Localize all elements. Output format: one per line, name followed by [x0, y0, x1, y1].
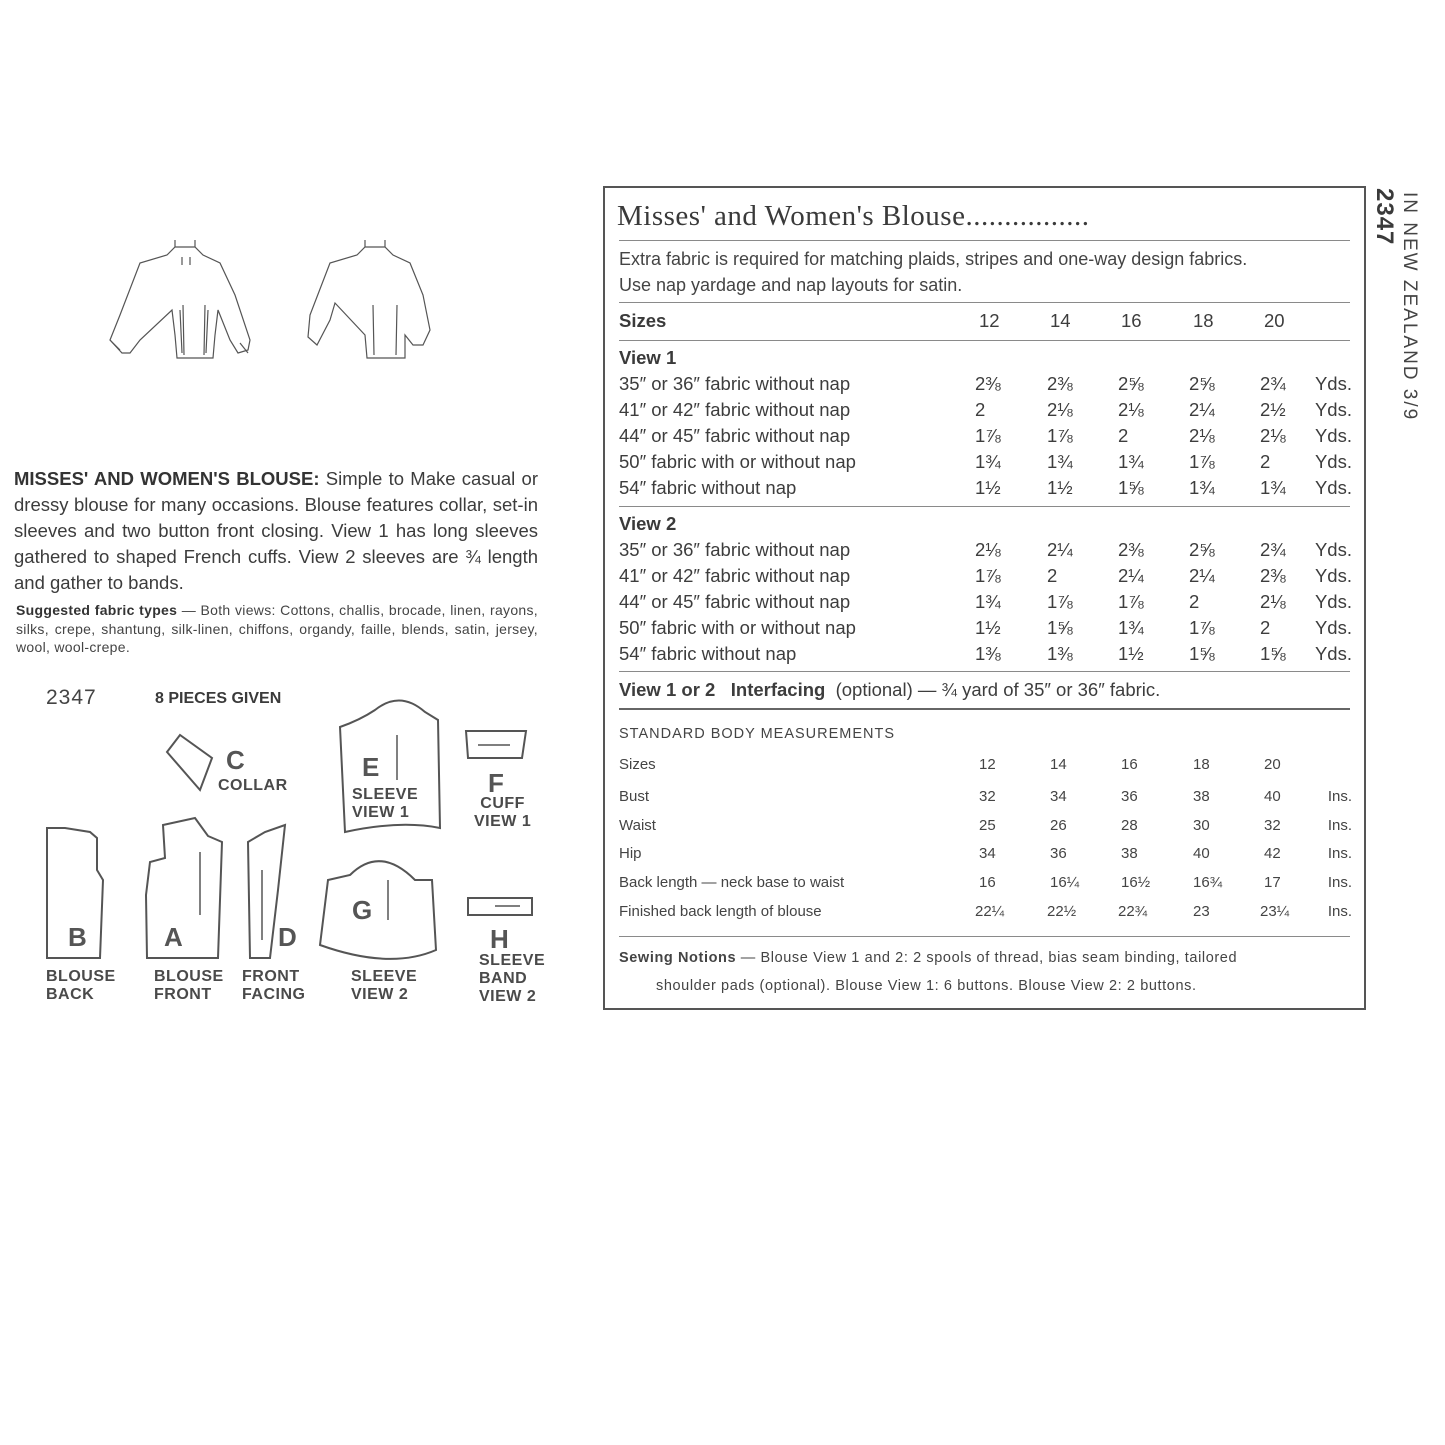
yardage-value: 1½	[975, 617, 1001, 638]
piece-label-line: FRONT	[242, 968, 300, 985]
divider	[619, 936, 1350, 937]
sizes-header-row	[619, 310, 1352, 336]
unit-label: Ins.	[1327, 874, 1352, 891]
measurement-label: Finished back length of blouse	[619, 903, 822, 920]
measurement-label: Waist	[619, 817, 656, 834]
fabric-types-heading: Suggested fabric types	[16, 602, 178, 618]
unit-label: Yds.	[1314, 373, 1352, 394]
yardage-row	[619, 399, 1352, 425]
yardage-value: 2⅝	[1189, 539, 1215, 560]
chart-title-dots: ................	[965, 200, 1090, 232]
piece-label-sleeve-view2	[351, 968, 417, 1004]
piece-letter-g: G	[352, 895, 373, 925]
measurement-value: 26	[1050, 817, 1067, 834]
yardage-value: 2⅝	[1189, 373, 1215, 394]
measurement-value: 30	[1193, 817, 1210, 834]
size-col: 16	[1121, 310, 1142, 331]
size-col: 18	[1193, 756, 1210, 773]
yardage-value: 2¾	[1260, 373, 1286, 394]
unit-label: Yds.	[1314, 539, 1352, 560]
measurement-value: 38	[1121, 845, 1138, 862]
blouse-back-view2-illustration	[305, 235, 435, 365]
unit-label: Ins.	[1327, 903, 1352, 920]
piece-letter-e: E	[362, 752, 380, 782]
piece-label-line: BLOUSE	[46, 968, 116, 985]
unit-label: Ins.	[1327, 788, 1352, 805]
measurement-value: 17	[1264, 874, 1281, 891]
unit-label: Yds.	[1314, 643, 1352, 664]
pattern-description	[14, 466, 538, 596]
yardage-value: 1⅞	[1189, 617, 1215, 638]
fabric-width-label: 50″ fabric with or without nap	[619, 451, 856, 472]
size-col: 14	[1050, 756, 1067, 773]
size-col: 12	[979, 756, 996, 773]
piece-label-line: VIEW 1	[352, 804, 410, 821]
piece-letter-c: C	[226, 745, 245, 775]
sewing-notions-line-2: shoulder pads (optional). Blouse View 1: 6 buttons. Blouse View 2: 2 buttons.	[656, 978, 1197, 994]
yardage-value: 1⅝	[1118, 477, 1144, 498]
yardage-value: 1¾	[1189, 477, 1215, 498]
yardage-value: 2¼	[1189, 565, 1215, 586]
yardage-value: 1⅜	[975, 643, 1001, 664]
piece-label-line: BAND	[479, 970, 528, 987]
yardage-value: 1⅞	[1189, 451, 1215, 472]
measurement-value: 22½	[1047, 903, 1077, 920]
piece-label-line: FACING	[242, 986, 306, 1003]
interfacing-detail: (optional) — ¾ yard of 35″ or 36″ fabric.	[835, 679, 1161, 700]
measurement-row	[619, 788, 1352, 814]
sewing-notions-line-1	[619, 950, 1237, 966]
yardage-value: 2⅛	[1047, 399, 1073, 420]
yardage-value: 1¾	[1047, 451, 1073, 472]
chart-title	[617, 200, 1089, 233]
sizes-label: Sizes	[619, 756, 656, 773]
yardage-value: 1¾	[1118, 451, 1144, 472]
yardage-row	[619, 643, 1352, 669]
measurement-value: 42	[1264, 845, 1281, 862]
measurement-value: 32	[979, 788, 996, 805]
yardage-value: 2⅜	[1118, 539, 1144, 560]
piece-label-line: VIEW 2	[479, 988, 537, 1005]
measurement-value: 36	[1050, 845, 1067, 862]
yardage-value: 1¾	[975, 591, 1001, 612]
yardage-value: 2	[1189, 591, 1200, 612]
yardage-value: 2⅜	[1047, 373, 1073, 394]
view2-label: View 2	[619, 513, 677, 534]
view1-header	[619, 347, 1352, 373]
yardage-row	[619, 617, 1352, 643]
measurement-value: 16½	[1121, 874, 1151, 891]
measurement-value: 16¾	[1193, 874, 1223, 891]
fabric-width-label: 41″ or 42″ fabric without nap	[619, 565, 851, 586]
piece-label-line: BACK	[46, 986, 95, 1003]
yardage-row	[619, 477, 1352, 503]
piece-letter-f: F	[488, 768, 504, 798]
fabric-width-label: 50″ fabric with or without nap	[619, 617, 856, 638]
yardage-value: 2	[975, 399, 986, 420]
measurement-value: 22¼	[975, 903, 1005, 920]
measurement-value: 38	[1193, 788, 1210, 805]
measurement-value: 22¾	[1118, 903, 1148, 920]
unit-label: Yds.	[1314, 477, 1352, 498]
piece-label-line: BLOUSE	[154, 968, 224, 985]
piece-label-line: FRONT	[154, 986, 212, 1003]
yardage-value: 2⅝	[1118, 373, 1144, 394]
fabric-width-label: 41″ or 42″ fabric without nap	[619, 399, 851, 420]
measurement-value: 16	[979, 874, 996, 891]
yardage-row	[619, 451, 1352, 477]
measurement-value: 28	[1121, 817, 1138, 834]
unit-label: Yds.	[1314, 565, 1352, 586]
yardage-value: 1½	[975, 477, 1001, 498]
yardage-value: 1¾	[1118, 617, 1144, 638]
measurement-label: Back length — neck base to waist	[619, 874, 845, 891]
piece-label-blouse-back	[46, 968, 116, 1004]
chart-title-text: Misses' and Women's Blouse	[617, 200, 966, 232]
fabric-width-label: 54″ fabric without nap	[619, 643, 797, 664]
piece-label-line: SLEEVE	[351, 968, 418, 985]
yardage-value: 1⅞	[975, 425, 1001, 446]
body-sizes-row	[619, 756, 1352, 782]
yardage-row	[619, 565, 1352, 591]
yardage-value: 1⅞	[975, 565, 1001, 586]
unit-label: Yds.	[1314, 617, 1352, 638]
piece-label-line: VIEW 1	[474, 813, 532, 830]
piece-label-line: SLEEVE	[479, 952, 546, 969]
yardage-value: 2	[1260, 451, 1271, 472]
pattern-number: 2347	[46, 686, 97, 709]
yardage-row	[619, 425, 1352, 451]
yardage-row	[619, 373, 1352, 399]
piece-letter-b: B	[68, 922, 87, 952]
divider	[619, 506, 1350, 507]
divider	[619, 302, 1350, 303]
piece-label-front-facing	[242, 968, 305, 1004]
measurement-value: 40	[1193, 845, 1210, 862]
notions-heading: Sewing Notions	[619, 950, 737, 966]
side-price-text: IN NEW ZEALAND 3/9	[1399, 192, 1420, 422]
yardage-row	[619, 591, 1352, 617]
interfacing-prefix: View 1 or 2	[619, 679, 716, 700]
measurement-value: 36	[1121, 788, 1138, 805]
piece-label-sleeve-view1	[352, 786, 418, 822]
fabric-width-label: 35″ or 36″ fabric without nap	[619, 373, 851, 394]
yardage-value: 1½	[1118, 643, 1144, 664]
measurement-row	[619, 817, 1352, 843]
measurement-label: Bust	[619, 788, 650, 805]
unit-label: Yds.	[1314, 451, 1352, 472]
yardage-value: 1⅜	[1047, 643, 1073, 664]
measurement-value: 16¼	[1050, 874, 1080, 891]
yardage-value: 2	[1260, 617, 1271, 638]
yardage-value: 2⅜	[975, 373, 1001, 394]
measurement-value: 23¼	[1260, 903, 1290, 920]
unit-label: Yds.	[1314, 399, 1352, 420]
unit-label: Yds.	[1314, 425, 1352, 446]
measurement-row	[619, 874, 1352, 900]
fabric-width-label: 54″ fabric without nap	[619, 477, 797, 498]
yardage-value: 2¼	[1189, 399, 1215, 420]
divider	[619, 340, 1350, 341]
yardage-value: 1⅞	[1118, 591, 1144, 612]
yardage-value: 2⅛	[1260, 591, 1286, 612]
description-heading: MISSES' AND WOMEN'S BLOUSE:	[14, 468, 320, 489]
yardage-value: 1⅞	[1047, 591, 1073, 612]
pieces-given-label: 8 PIECES GIVEN	[155, 690, 282, 707]
divider	[619, 671, 1350, 672]
piece-letter-d: D	[278, 922, 297, 952]
yardage-value: 1½	[1047, 477, 1073, 498]
yardage-value: 2¾	[1260, 539, 1286, 560]
yardage-value: 2⅛	[1118, 399, 1144, 420]
size-col: 18	[1193, 310, 1214, 331]
yardage-value: 2	[1118, 425, 1129, 446]
measurement-row	[619, 845, 1352, 871]
yardage-chart	[603, 186, 1366, 1010]
notions-text: — Blouse View 1 and 2: 2 spools of thread, bias seam binding, tailored	[736, 950, 1238, 966]
yardage-value: 2¼	[1047, 539, 1073, 560]
size-col: 16	[1121, 756, 1138, 773]
yardage-value: 2⅜	[1260, 565, 1286, 586]
yardage-value: 1⅝	[1189, 643, 1215, 664]
measurement-row	[619, 903, 1352, 929]
piece-label-cuff-view1	[474, 795, 531, 831]
measurement-value: 25	[979, 817, 996, 834]
fabric-width-label: 44″ or 45″ fabric without nap	[619, 591, 851, 612]
yardage-value: 2¼	[1118, 565, 1144, 586]
piece-label-blouse-front	[154, 968, 224, 1004]
yardage-value: 2⅛	[975, 539, 1001, 560]
body-measurements-title: STANDARD BODY MEASUREMENTS	[619, 726, 896, 742]
piece-label-sleeve-band-view2	[479, 952, 545, 1006]
piece-letter-h: H	[490, 924, 509, 954]
unit-label: Ins.	[1327, 817, 1352, 834]
divider	[619, 708, 1350, 710]
size-col: 14	[1050, 310, 1071, 331]
side-pattern-number: 2347	[1371, 188, 1398, 246]
interfacing-row	[619, 679, 1352, 705]
unit-label: Ins.	[1327, 845, 1352, 862]
suggested-fabric-types	[16, 601, 538, 657]
yardage-value: 1⅞	[1047, 425, 1073, 446]
interfacing-label: Interfacing	[730, 679, 826, 700]
measurement-value: 40	[1264, 788, 1281, 805]
fabric-width-label: 35″ or 36″ fabric without nap	[619, 539, 851, 560]
yardage-value: 1⅝	[1047, 617, 1073, 638]
measurement-value: 23	[1193, 903, 1210, 920]
yardage-value: 1⅝	[1260, 643, 1286, 664]
sizes-label: Sizes	[619, 310, 667, 331]
yardage-value: 2	[1047, 565, 1058, 586]
fabric-types-body: — Both views: Cottons, challis, brocade, linen, rayons, silks, crepe, shantung, silk-linen, chiffons, organdy, faille, blends, satin, jersey, wool, wool-crepe.	[16, 602, 538, 655]
divider	[619, 240, 1350, 241]
yardage-value: 2½	[1260, 399, 1286, 420]
size-col: 12	[979, 310, 1000, 331]
yardage-value: 1¾	[1260, 477, 1286, 498]
view2-header	[619, 513, 1352, 539]
piece-label-collar: COLLAR	[218, 777, 288, 794]
measurement-value: 34	[1050, 788, 1067, 805]
interfacing-text	[619, 679, 1160, 701]
piece-label-line: CUFF	[480, 795, 525, 812]
yardage-value: 1¾	[975, 451, 1001, 472]
note-line-1: Extra fabric is required for matching plaids, stripes and one-way design fabrics.	[619, 249, 1248, 269]
blouse-back-view1-illustration	[100, 235, 265, 365]
size-col: 20	[1264, 310, 1285, 331]
measurement-label: Hip	[619, 845, 642, 862]
size-col: 20	[1264, 756, 1281, 773]
piece-label-line: VIEW 2	[351, 986, 409, 1003]
measurement-value: 32	[1264, 817, 1281, 834]
piece-letter-a: A	[164, 922, 183, 952]
measurement-value: 34	[979, 845, 996, 862]
yardage-row	[619, 539, 1352, 565]
fabric-width-label: 44″ or 45″ fabric without nap	[619, 425, 851, 446]
description-body: Simple to Make casual or dressy blouse for many occasions. Blouse features collar, set-in sleeves and two button front closing. View 1 has long sleeves gathered to shaped French cuffs. View 2 sleeves are ¾ length and gather to bands.	[14, 468, 538, 593]
yardage-value: 2⅛	[1260, 425, 1286, 446]
unit-label: Yds.	[1314, 591, 1352, 612]
yardage-value: 2⅛	[1189, 425, 1215, 446]
view1-label: View 1	[619, 347, 677, 368]
note-line-2: Use nap yardage and nap layouts for satin.	[619, 275, 963, 295]
piece-label-line: SLEEVE	[352, 786, 419, 803]
